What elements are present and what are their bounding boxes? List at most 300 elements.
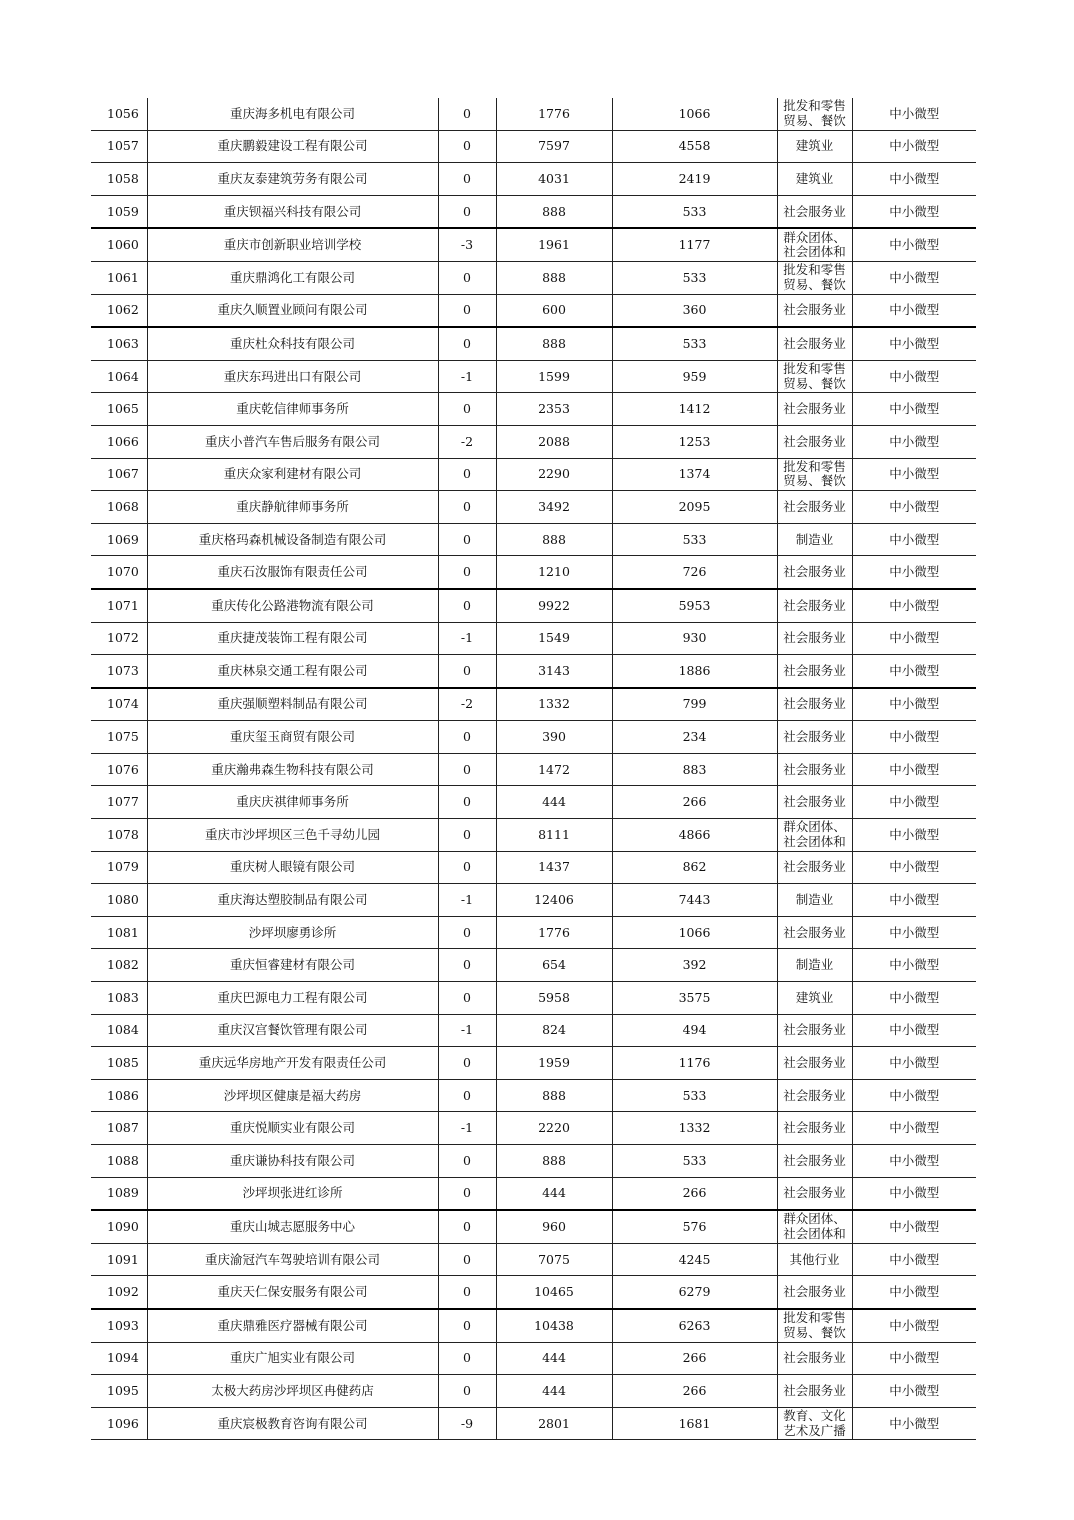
table-row — [91, 721, 976, 754]
amount-2-cell: 1253 — [612, 425, 777, 458]
company-name-cell: 沙坪坝廖勇诊所 — [147, 916, 438, 949]
change-value-cell: 0 — [438, 1210, 496, 1243]
amount-1-cell: 12406 — [496, 884, 612, 917]
company-name-cell: 重庆久顺置业顾问有限公司 — [147, 294, 438, 327]
industry-cell: 社会服务业 — [777, 556, 852, 589]
row-number-cell: 1094 — [91, 1342, 147, 1375]
table-row — [91, 655, 976, 688]
industry-cell — [777, 360, 852, 393]
amount-2-cell: 4558 — [612, 130, 777, 163]
industry-cell: 社会服务业 — [777, 851, 852, 884]
amount-2-cell: 1681 — [612, 1407, 777, 1440]
change-value-cell: 0 — [438, 458, 496, 491]
amount-2-cell: 533 — [612, 1145, 777, 1178]
amount-2-cell: 533 — [612, 195, 777, 228]
enterprise-scale-cell: 中小微型 — [852, 949, 976, 982]
enterprise-scale-cell: 中小微型 — [852, 556, 976, 589]
table-row — [91, 1407, 976, 1440]
row-number-cell: 1096 — [91, 1407, 147, 1440]
row-number-cell: 1060 — [91, 228, 147, 261]
row-number-cell: 1090 — [91, 1210, 147, 1243]
amount-1-cell: 824 — [496, 1014, 612, 1047]
amount-1-cell: 2088 — [496, 425, 612, 458]
row-number-cell: 1093 — [91, 1309, 147, 1342]
company-name-cell: 重庆捷茂装饰工程有限公司 — [147, 622, 438, 655]
amount-1-cell: 2353 — [496, 393, 612, 426]
table-row — [91, 1014, 976, 1047]
amount-1-cell: 888 — [496, 195, 612, 228]
company-name-cell: 重庆海达塑胶制品有限公司 — [147, 884, 438, 917]
industry-label: 批发和零售贸易、餐饮 — [783, 99, 846, 128]
amount-1-cell: 600 — [496, 294, 612, 327]
amount-1-cell: 3492 — [496, 491, 612, 524]
table-row — [91, 1177, 976, 1210]
enterprise-scale-cell: 中小微型 — [852, 195, 976, 228]
industry-cell — [777, 228, 852, 261]
change-value-cell: 0 — [438, 393, 496, 426]
company-name-cell: 重庆市沙坪坝区三色千寻幼儿园 — [147, 819, 438, 852]
enterprise-scale-cell: 中小微型 — [852, 1145, 976, 1178]
company-name-cell: 重庆钡福兴科技有限公司 — [147, 195, 438, 228]
enterprise-scale-cell: 中小微型 — [852, 1407, 976, 1440]
company-name-cell: 重庆强顺塑料制品有限公司 — [147, 688, 438, 721]
change-value-cell: 0 — [438, 721, 496, 754]
enterprise-scale-cell: 中小微型 — [852, 1210, 976, 1243]
row-number-cell: 1070 — [91, 556, 147, 589]
enterprise-scale-cell: 中小微型 — [852, 458, 976, 491]
change-value-cell: -2 — [438, 688, 496, 721]
amount-2-cell: 7443 — [612, 884, 777, 917]
amount-2-cell: 930 — [612, 622, 777, 655]
amount-2-cell: 5953 — [612, 589, 777, 622]
table-row — [91, 458, 976, 491]
data-table — [91, 98, 976, 1440]
change-value-cell: 0 — [438, 1177, 496, 1210]
change-value-cell: 0 — [438, 1047, 496, 1080]
row-number-cell: 1083 — [91, 982, 147, 1015]
amount-1-cell: 5958 — [496, 982, 612, 1015]
amount-2-cell: 360 — [612, 294, 777, 327]
industry-cell — [777, 1309, 852, 1342]
amount-1-cell: 444 — [496, 786, 612, 819]
industry-label: 群众团体、社会团体和 — [783, 1212, 846, 1241]
table-row — [91, 1047, 976, 1080]
enterprise-scale-cell: 中小微型 — [852, 228, 976, 261]
company-name-cell: 重庆鹏毅建设工程有限公司 — [147, 130, 438, 163]
amount-2-cell: 533 — [612, 261, 777, 294]
industry-cell — [777, 1407, 852, 1440]
amount-2-cell: 494 — [612, 1014, 777, 1047]
amount-1-cell: 888 — [496, 1079, 612, 1112]
amount-2-cell: 4245 — [612, 1243, 777, 1276]
company-name-cell: 重庆汉宫餐饮管理有限公司 — [147, 1014, 438, 1047]
industry-label: 批发和零售贸易、餐饮 — [783, 1311, 846, 1340]
table-row — [91, 228, 976, 261]
industry-cell: 建筑业 — [777, 130, 852, 163]
industry-cell — [777, 1210, 852, 1243]
amount-1-cell: 1959 — [496, 1047, 612, 1080]
change-value-cell: 0 — [438, 1243, 496, 1276]
change-value-cell: -9 — [438, 1407, 496, 1440]
row-number-cell: 1063 — [91, 327, 147, 360]
table-row — [91, 556, 976, 589]
amount-2-cell: 266 — [612, 1177, 777, 1210]
amount-2-cell: 1412 — [612, 393, 777, 426]
enterprise-scale-cell: 中小微型 — [852, 1342, 976, 1375]
company-name-cell: 太极大药房沙坪坝区冉健药店 — [147, 1375, 438, 1408]
table-row — [91, 1309, 976, 1342]
company-name-cell: 重庆小普汽车售后服务有限公司 — [147, 425, 438, 458]
industry-cell: 社会服务业 — [777, 1047, 852, 1080]
row-number-cell: 1084 — [91, 1014, 147, 1047]
change-value-cell: -1 — [438, 360, 496, 393]
company-name-cell: 重庆石汝服饰有限责任公司 — [147, 556, 438, 589]
industry-cell: 建筑业 — [777, 163, 852, 196]
amount-1-cell: 1776 — [496, 916, 612, 949]
amount-1-cell: 1437 — [496, 851, 612, 884]
amount-2-cell: 1066 — [612, 916, 777, 949]
enterprise-scale-cell: 中小微型 — [852, 819, 976, 852]
industry-cell: 社会服务业 — [777, 1177, 852, 1210]
amount-1-cell: 888 — [496, 261, 612, 294]
amount-2-cell: 1374 — [612, 458, 777, 491]
table-row — [91, 261, 976, 294]
industry-label: 群众团体、社会团体和 — [783, 230, 846, 260]
change-value-cell: 0 — [438, 655, 496, 688]
change-value-cell: 0 — [438, 261, 496, 294]
amount-2-cell: 862 — [612, 851, 777, 884]
enterprise-scale-cell: 中小微型 — [852, 589, 976, 622]
amount-1-cell: 7075 — [496, 1243, 612, 1276]
row-number-cell: 1068 — [91, 491, 147, 524]
amount-1-cell: 1961 — [496, 228, 612, 261]
row-number-cell: 1088 — [91, 1145, 147, 1178]
company-name-cell: 重庆悦顺实业有限公司 — [147, 1112, 438, 1145]
amount-1-cell: 444 — [496, 1342, 612, 1375]
industry-cell: 社会服务业 — [777, 753, 852, 786]
company-name-cell: 重庆乾信律师事务所 — [147, 393, 438, 426]
table-row — [91, 1079, 976, 1112]
enterprise-scale-cell: 中小微型 — [852, 360, 976, 393]
enterprise-scale-cell: 中小微型 — [852, 491, 976, 524]
enterprise-scale-cell: 中小微型 — [852, 1014, 976, 1047]
change-value-cell: 0 — [438, 1145, 496, 1178]
industry-label: 群众团体、社会团体和 — [783, 820, 846, 849]
change-value-cell: 0 — [438, 98, 496, 130]
amount-1-cell: 8111 — [496, 819, 612, 852]
enterprise-scale-cell: 中小微型 — [852, 261, 976, 294]
industry-cell: 社会服务业 — [777, 1145, 852, 1178]
industry-cell: 社会服务业 — [777, 1112, 852, 1145]
row-number-cell: 1087 — [91, 1112, 147, 1145]
industry-cell — [777, 458, 852, 491]
company-name-cell: 重庆渝冠汽车驾驶培训有限公司 — [147, 1243, 438, 1276]
company-name-cell: 重庆林泉交通工程有限公司 — [147, 655, 438, 688]
table-row — [91, 1276, 976, 1309]
amount-2-cell: 576 — [612, 1210, 777, 1243]
amount-2-cell: 2095 — [612, 491, 777, 524]
change-value-cell: 0 — [438, 916, 496, 949]
enterprise-scale-cell: 中小微型 — [852, 916, 976, 949]
enterprise-scale-cell: 中小微型 — [852, 1112, 976, 1145]
change-value-cell: 0 — [438, 491, 496, 524]
amount-1-cell: 888 — [496, 1145, 612, 1178]
row-number-cell: 1067 — [91, 458, 147, 491]
change-value-cell: 0 — [438, 982, 496, 1015]
row-number-cell: 1080 — [91, 884, 147, 917]
amount-1-cell: 1776 — [496, 98, 612, 130]
table-row — [91, 1210, 976, 1243]
row-number-cell: 1076 — [91, 753, 147, 786]
change-value-cell: 0 — [438, 589, 496, 622]
industry-cell: 制造业 — [777, 949, 852, 982]
amount-1-cell: 888 — [496, 523, 612, 556]
change-value-cell: -1 — [438, 622, 496, 655]
company-name-cell: 重庆远华房地产开发有限责任公司 — [147, 1047, 438, 1080]
company-name-cell: 重庆谦协科技有限公司 — [147, 1145, 438, 1178]
row-number-cell: 1072 — [91, 622, 147, 655]
enterprise-scale-cell: 中小微型 — [852, 327, 976, 360]
industry-cell: 社会服务业 — [777, 1276, 852, 1309]
enterprise-scale-cell: 中小微型 — [852, 425, 976, 458]
row-number-cell: 1056 — [91, 98, 147, 130]
enterprise-scale-cell: 中小微型 — [852, 1177, 976, 1210]
enterprise-scale-cell: 中小微型 — [852, 721, 976, 754]
change-value-cell: 0 — [438, 1342, 496, 1375]
row-number-cell: 1085 — [91, 1047, 147, 1080]
amount-1-cell: 2290 — [496, 458, 612, 491]
table-row — [91, 884, 976, 917]
table-row — [91, 360, 976, 393]
enterprise-scale-cell: 中小微型 — [852, 786, 976, 819]
amount-1-cell: 2220 — [496, 1112, 612, 1145]
change-value-cell: 0 — [438, 753, 496, 786]
company-name-cell: 重庆杜众科技有限公司 — [147, 327, 438, 360]
enterprise-scale-cell: 中小微型 — [852, 688, 976, 721]
row-number-cell: 1091 — [91, 1243, 147, 1276]
enterprise-scale-cell: 中小微型 — [852, 622, 976, 655]
amount-2-cell: 6279 — [612, 1276, 777, 1309]
change-value-cell: 0 — [438, 1276, 496, 1309]
enterprise-scale-cell: 中小微型 — [852, 982, 976, 1015]
row-number-cell: 1078 — [91, 819, 147, 852]
row-number-cell: 1065 — [91, 393, 147, 426]
amount-2-cell: 533 — [612, 523, 777, 556]
industry-cell: 社会服务业 — [777, 425, 852, 458]
company-name-cell: 沙坪坝张进红诊所 — [147, 1177, 438, 1210]
amount-2-cell: 1886 — [612, 655, 777, 688]
row-number-cell: 1079 — [91, 851, 147, 884]
row-number-cell: 1089 — [91, 1177, 147, 1210]
table-row — [91, 688, 976, 721]
company-name-cell: 重庆鼎雅医疗器械有限公司 — [147, 1309, 438, 1342]
company-name-cell: 重庆庆祺律师事务所 — [147, 786, 438, 819]
company-name-cell: 重庆天仁保安服务有限公司 — [147, 1276, 438, 1309]
industry-label: 批发和零售贸易、餐饮 — [783, 362, 846, 391]
amount-1-cell: 444 — [496, 1177, 612, 1210]
table-row — [91, 163, 976, 196]
change-value-cell: 0 — [438, 523, 496, 556]
company-name-cell: 重庆山城志愿服务中心 — [147, 1210, 438, 1243]
industry-cell: 社会服务业 — [777, 786, 852, 819]
enterprise-scale-cell: 中小微型 — [852, 1047, 976, 1080]
table-row — [91, 294, 976, 327]
amount-2-cell: 726 — [612, 556, 777, 589]
row-number-cell: 1057 — [91, 130, 147, 163]
change-value-cell: 0 — [438, 819, 496, 852]
table-row — [91, 949, 976, 982]
amount-2-cell: 1177 — [612, 228, 777, 261]
amount-1-cell: 2801 — [496, 1407, 612, 1440]
enterprise-scale-cell: 中小微型 — [852, 1079, 976, 1112]
amount-1-cell: 3143 — [496, 655, 612, 688]
change-value-cell: 0 — [438, 163, 496, 196]
industry-cell: 社会服务业 — [777, 589, 852, 622]
industry-cell: 社会服务业 — [777, 622, 852, 655]
row-number-cell: 1066 — [91, 425, 147, 458]
row-number-cell: 1086 — [91, 1079, 147, 1112]
row-number-cell: 1058 — [91, 163, 147, 196]
amount-2-cell: 533 — [612, 1079, 777, 1112]
company-name-cell: 重庆格玛森机械设备制造有限公司 — [147, 523, 438, 556]
table-row — [91, 491, 976, 524]
company-name-cell: 重庆宸极教育咨询有限公司 — [147, 1407, 438, 1440]
amount-2-cell: 266 — [612, 1342, 777, 1375]
industry-cell: 社会服务业 — [777, 491, 852, 524]
company-name-cell: 重庆海多机电有限公司 — [147, 98, 438, 130]
amount-2-cell: 3575 — [612, 982, 777, 1015]
table-row — [91, 916, 976, 949]
amount-2-cell: 799 — [612, 688, 777, 721]
table-row — [91, 753, 976, 786]
amount-2-cell: 1176 — [612, 1047, 777, 1080]
industry-cell: 社会服务业 — [777, 393, 852, 426]
industry-label: 批发和零售贸易、餐饮 — [783, 459, 846, 489]
amount-2-cell: 1332 — [612, 1112, 777, 1145]
table-row — [91, 786, 976, 819]
enterprise-scale-cell: 中小微型 — [852, 523, 976, 556]
row-number-cell: 1074 — [91, 688, 147, 721]
company-name-cell: 重庆鼎鸿化工有限公司 — [147, 261, 438, 294]
row-number-cell: 1077 — [91, 786, 147, 819]
change-value-cell: 0 — [438, 556, 496, 589]
table-row — [91, 327, 976, 360]
industry-label: 批发和零售贸易、餐饮 — [783, 263, 846, 292]
table-row — [91, 819, 976, 852]
change-value-cell: 0 — [438, 851, 496, 884]
amount-1-cell: 10438 — [496, 1309, 612, 1342]
row-number-cell: 1073 — [91, 655, 147, 688]
change-value-cell: 0 — [438, 1309, 496, 1342]
industry-cell — [777, 819, 852, 852]
amount-2-cell: 883 — [612, 753, 777, 786]
amount-1-cell: 444 — [496, 1375, 612, 1408]
row-number-cell: 1059 — [91, 195, 147, 228]
table-row — [91, 1243, 976, 1276]
amount-2-cell: 266 — [612, 1375, 777, 1408]
amount-1-cell: 10465 — [496, 1276, 612, 1309]
change-value-cell: -2 — [438, 425, 496, 458]
industry-cell: 社会服务业 — [777, 1014, 852, 1047]
table-row — [91, 622, 976, 655]
change-value-cell: -1 — [438, 884, 496, 917]
company-name-cell: 重庆瀚弗森生物科技有限公司 — [147, 753, 438, 786]
industry-cell: 社会服务业 — [777, 916, 852, 949]
industry-cell: 社会服务业 — [777, 1375, 852, 1408]
change-value-cell: 0 — [438, 1375, 496, 1408]
company-name-cell: 重庆市创新职业培训学校 — [147, 228, 438, 261]
industry-cell: 社会服务业 — [777, 294, 852, 327]
enterprise-scale-cell: 中小微型 — [852, 884, 976, 917]
amount-1-cell: 888 — [496, 327, 612, 360]
table-row — [91, 98, 976, 130]
industry-cell: 建筑业 — [777, 982, 852, 1015]
industry-cell: 社会服务业 — [777, 1079, 852, 1112]
amount-2-cell: 392 — [612, 949, 777, 982]
amount-1-cell: 9922 — [496, 589, 612, 622]
industry-cell: 社会服务业 — [777, 195, 852, 228]
amount-2-cell: 2419 — [612, 163, 777, 196]
company-name-cell: 重庆友泰建筑劳务有限公司 — [147, 163, 438, 196]
change-value-cell: -1 — [438, 1014, 496, 1047]
company-name-cell: 重庆树人眼镜有限公司 — [147, 851, 438, 884]
amount-1-cell: 1599 — [496, 360, 612, 393]
row-number-cell: 1062 — [91, 294, 147, 327]
amount-2-cell: 1066 — [612, 98, 777, 130]
company-name-cell: 重庆静航律师事务所 — [147, 491, 438, 524]
row-number-cell: 1061 — [91, 261, 147, 294]
amount-2-cell: 533 — [612, 327, 777, 360]
change-value-cell: 0 — [438, 786, 496, 819]
amount-1-cell: 654 — [496, 949, 612, 982]
change-value-cell: -1 — [438, 1112, 496, 1145]
row-number-cell: 1071 — [91, 589, 147, 622]
table-row — [91, 589, 976, 622]
industry-cell — [777, 261, 852, 294]
amount-1-cell: 390 — [496, 721, 612, 754]
amount-1-cell: 1210 — [496, 556, 612, 589]
amount-2-cell: 959 — [612, 360, 777, 393]
enterprise-scale-cell: 中小微型 — [852, 753, 976, 786]
enterprise-scale-cell: 中小微型 — [852, 130, 976, 163]
table-row — [91, 130, 976, 163]
enterprise-scale-cell: 中小微型 — [852, 294, 976, 327]
row-number-cell: 1081 — [91, 916, 147, 949]
row-number-cell: 1092 — [91, 1276, 147, 1309]
enterprise-scale-cell: 中小微型 — [852, 1276, 976, 1309]
amount-1-cell: 7597 — [496, 130, 612, 163]
table-row — [91, 393, 976, 426]
industry-cell: 其他行业 — [777, 1243, 852, 1276]
row-number-cell: 1095 — [91, 1375, 147, 1408]
enterprise-scale-cell: 中小微型 — [852, 1243, 976, 1276]
table-row — [91, 1375, 976, 1408]
industry-cell: 社会服务业 — [777, 327, 852, 360]
row-number-cell: 1069 — [91, 523, 147, 556]
change-value-cell: 0 — [438, 1079, 496, 1112]
enterprise-scale-cell: 中小微型 — [852, 1375, 976, 1408]
table-row — [91, 1342, 976, 1375]
company-name-cell: 重庆玺玉商贸有限公司 — [147, 721, 438, 754]
row-number-cell: 1075 — [91, 721, 147, 754]
industry-cell: 社会服务业 — [777, 688, 852, 721]
amount-1-cell: 1549 — [496, 622, 612, 655]
table-row — [91, 425, 976, 458]
table-row — [91, 982, 976, 1015]
amount-2-cell: 234 — [612, 721, 777, 754]
company-name-cell: 重庆巴源电力工程有限公司 — [147, 982, 438, 1015]
amount-1-cell: 1332 — [496, 688, 612, 721]
